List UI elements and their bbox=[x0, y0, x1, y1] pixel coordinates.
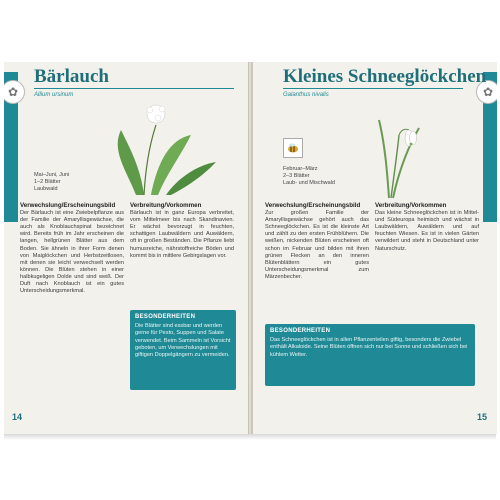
page-number: 15 bbox=[476, 412, 487, 422]
section-heading: Verwechslung/Erscheinungsbild bbox=[265, 202, 361, 209]
info-heading: BESONDERHEITEN bbox=[270, 328, 331, 334]
baerlauch-illustration bbox=[96, 100, 226, 198]
flower-icon: ✿ bbox=[4, 80, 25, 104]
legend-item: 1–2 Blätter bbox=[34, 179, 61, 185]
section-heading: Verbreitung/Vorkommen bbox=[375, 202, 447, 209]
info-text: Die Blätter sind essbar und werden gerne für Pesto, Suppen und Salate verwendet. Beim Sammeln ist Vorsicht geboten, um Verwechslungen mit giftigen Doppelgängern zu vermeiden. bbox=[135, 323, 231, 359]
info-heading: BESONDERHEITEN bbox=[135, 314, 196, 320]
plant-legend bbox=[34, 172, 69, 193]
body-text: Das kleine Schneeglöckchen ist in Mittel- und Südeuropa heimisch und wächst in Laubwäldern, Auwäldern und auf feuchten Wiesen. Es ist in vielen Gärten verwildert und steht in Deutschland unter Naturschutz. bbox=[375, 210, 479, 252]
schneegloeckchen-illustration bbox=[349, 100, 469, 200]
right-page bbox=[252, 62, 497, 434]
text-column bbox=[265, 202, 369, 283]
book-spread bbox=[4, 62, 496, 434]
page-number: 14 bbox=[12, 412, 23, 422]
bee-icon bbox=[283, 138, 303, 158]
legend-item: Mai–Juni, Juni bbox=[34, 172, 70, 178]
body-text: Zur großen Familie der Amaryllisgewächse gehört auch das Schneeglöckchen. Es ist die kleinste Art und zählt zu den ersten Frühblühern. Die weißen, nickenden Blüten erscheinen oft schon im Februar und bilden mit ihren grünen Flecken an den inneren Blütenblättern ein gutes Unterscheidungsmerkmal zum Märzenbecher. bbox=[265, 210, 369, 280]
body-text: Der Bärlauch ist eine Zwiebelpflanze aus der Familie der Amaryllisgewächse, die auch als Knoblauchspinat bezeichnet wird. Bereits früh im Jahr erscheinen die langen, hellgrünen Blätter aus dem Boden. Sie ähneln in ihrer Form denen von Maiglöckchen und Herbstzeitlosen, mit denen sie leicht verwechselt werden können. Die Blüten stehen in einer halbkugeligen Dolde und sind weiß. Der Duft nach Knoblauch ist ein gutes Unterscheidungsmerkmal. bbox=[20, 210, 124, 295]
latin-name: Allium ursinum bbox=[34, 92, 74, 98]
text-column bbox=[20, 202, 124, 297]
flower-icon: ✿ bbox=[476, 80, 497, 104]
page-title: Kleines Schneeglöckchen bbox=[283, 66, 487, 87]
section-heading: Verbreitung/Vorkommen bbox=[130, 202, 202, 209]
body-text: Bärlauch ist in ganz Europa verbreitet, vom Mittelmeer bis nach Skandinavien. Er wächst bevorzugt in feuchten, schattigen Laubwäldern und Auwäldern, oft in großen Beständen. Die Pflanze liebt humusreiche, nährstoffreiche Böden und kommt bis in mittlere Gebirgslagen vor. bbox=[130, 210, 234, 259]
page-title: Bärlauch bbox=[34, 66, 109, 87]
text-column bbox=[130, 202, 234, 262]
info-box bbox=[130, 310, 236, 390]
legend-item: Laub- und Mischwald bbox=[283, 180, 335, 186]
info-text: Das Schneeglöckchen ist in allen Pflanzenteilen giftig, besonders die Zwiebel enthält Alkaloide. Seine Blüten öffnen sich nur bei Sonne und schließen sich bei kühlem Wetter. bbox=[270, 337, 468, 358]
book-shadow bbox=[4, 434, 496, 440]
legend-item: Februar–März bbox=[283, 166, 318, 172]
plant-legend bbox=[283, 166, 335, 187]
legend-item: 2–3 Blätter bbox=[283, 173, 310, 179]
title-rule bbox=[34, 88, 234, 89]
left-page bbox=[4, 62, 249, 434]
info-box bbox=[265, 324, 475, 386]
text-column bbox=[375, 202, 479, 255]
section-heading: Verwechslung/Erscheinungsbild bbox=[20, 202, 116, 209]
title-rule bbox=[283, 88, 463, 89]
legend-item: Laubwald bbox=[34, 186, 58, 192]
latin-name: Galanthus nivalis bbox=[283, 92, 329, 98]
